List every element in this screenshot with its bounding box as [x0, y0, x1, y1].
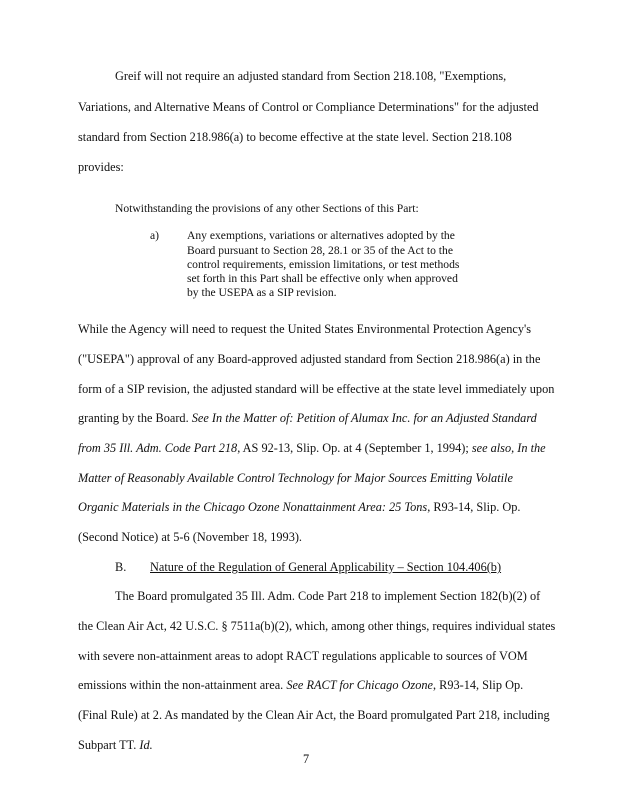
case-citation-ract-line-2: Organic Materials in the Chicago Ozone Nonattainment Area: 25 Tons — [78, 500, 428, 514]
paragraph3-line-4-text: emissions within the non-attainment area. — [78, 678, 287, 692]
paragraph2-line-8: (Second Notice) at 5-6 (November 18, 1993). — [78, 530, 303, 544]
case-citation-alumax-cont: from 35 Ill. Adm. Code Part 218 — [78, 441, 238, 455]
paragraph3-line-3: with severe non-attainment areas to adopt RACT regulations applicable to sources of VOM — [78, 649, 528, 663]
paragraph3-line-6 — [78, 738, 153, 753]
case-citation-alumax: See In the Matter of: Petition of Alumax Inc. for an Adjusted Standard — [191, 411, 537, 425]
section-label: B. — [115, 560, 127, 574]
see-also-signal: see also, In the — [471, 441, 546, 455]
paragraph2-line-4-text: granting by the Board. — [78, 411, 192, 425]
paragraph1-line-3: standard from Section 218.986(a) to become effective at the state level. Section 218.108 — [78, 130, 512, 144]
id-signal: Id. — [139, 738, 153, 752]
paragraph3-line-4-tail: , R93-14, Slip Op. — [432, 678, 524, 692]
case-citation-ract-chicago: See RACT for Chicago Ozone — [286, 678, 433, 692]
case-citation-ract-line-1: Matter of Reasonably Available Control Technology for Major Sources Emitting Volatile — [78, 471, 513, 485]
quote-item-line-4: set forth in this Part shall be effective only when approved — [187, 272, 458, 285]
paragraph3-line-1: The Board promulgated 35 Ill. Adm. Code Part 218 to implement Section 182(b)(2) of — [115, 589, 541, 603]
quote-item-line-2: Board pursuant to Section 28, 28.1 or 35 of the Act to the — [187, 244, 453, 257]
paragraph3-line-5: (Final Rule) at 2. As mandated by the Clean Air Act, the Board promulgated Part 218, including — [78, 708, 550, 722]
paragraph1-line-4: provides: — [78, 160, 124, 174]
quote-intro: Notwithstanding the provisions of any other Sections of this Part: — [115, 202, 419, 215]
paragraph2-line-3: form of a SIP revision, the adjusted standard will be effective at the state level immediately upon — [78, 382, 555, 396]
paragraph1-line-1: Greif will not require an adjusted standard from Section 218.108, "Exemptions, — [115, 69, 507, 83]
quote-item-line-3: control requirements, emission limitations, or test methods — [187, 258, 460, 271]
quote-item-label: a) — [150, 229, 160, 242]
paragraph2-line-1: While the Agency will need to request the United States Environmental Protection Agency's — [78, 322, 531, 336]
paragraph3-line-4 — [78, 678, 523, 693]
paragraph3-line-6-text: Subpart TT. — [78, 738, 140, 752]
quote-item-line-1: Any exemptions, variations or alternatives adopted by the — [187, 229, 455, 242]
paragraph2-line-4 — [78, 411, 537, 426]
paragraph2-line-5-text: , AS 92-13, Slip. Op. at 4 (September 1, 1994); — [237, 441, 472, 455]
paragraph2-line-5 — [78, 441, 546, 456]
section-heading: Nature of the Regulation of General Applicability – Section 104.406(b) — [150, 560, 502, 574]
paragraph2-line-7 — [78, 500, 520, 515]
page-number: 7 — [303, 752, 310, 766]
paragraph2-line-7-text: , R93-14, Slip. Op. — [427, 500, 521, 514]
paragraph2-line-2: ("USEPA") approval of any Board-approved adjusted standard from Section 218.986(a) in the — [78, 352, 541, 366]
paragraph3-line-2: the Clean Air Act, 42 U.S.C. § 7511a(b)(2), which, among other things, requires individual states — [78, 619, 556, 633]
paragraph1-line-2: Variations, and Alternative Means of Control or Compliance Determinations" for the adjusted — [78, 100, 539, 114]
quote-item-line-5: by the USEPA as a SIP revision. — [187, 286, 337, 299]
